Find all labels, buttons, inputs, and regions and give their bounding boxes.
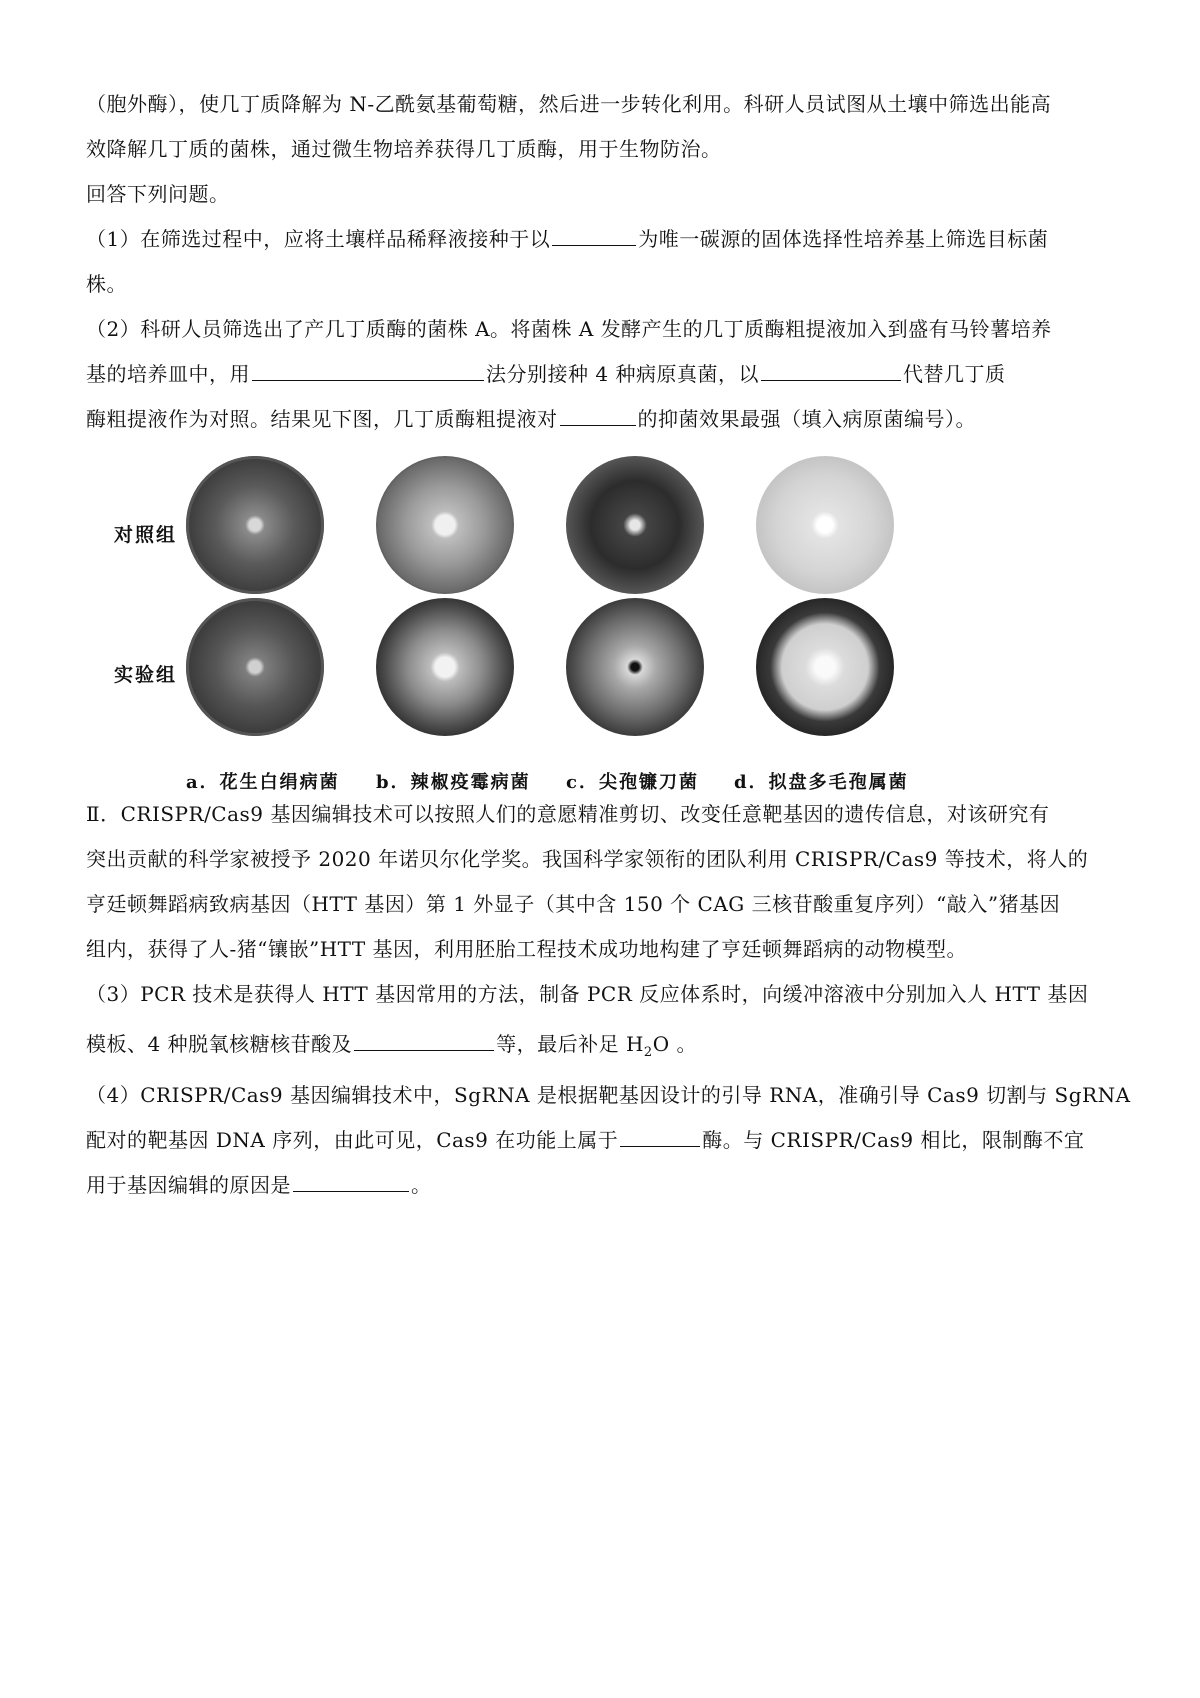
answer-blank[interactable] <box>252 358 484 381</box>
text: 组内，获得了人-猪“镶嵌”HTT 基因，利用胚胎工程技术成功地构建了亨廷顿舞蹈病的动物模型。 <box>86 937 968 961</box>
document-page <box>86 88 1131 1214</box>
section-2-line <box>86 843 1106 876</box>
text: （4）CRISPR/Cas9 基因编辑技术中，SgRNA 是根据靶基因设计的引导 RNA，准确引导 Cas9 切割与 SgRNA <box>86 1083 1131 1107</box>
caption-c: c．尖孢镰刀菌 <box>566 772 699 793</box>
text: 代替几丁质 <box>902 362 1006 386</box>
text: 效降解几丁质的菌株，通过微生物培养获得几丁质酶，用于生物防治。 <box>86 137 722 161</box>
text: 的抑菌效果最强（填入病原菌编号）。 <box>637 407 976 431</box>
paragraph-line <box>86 1023 1106 1065</box>
dish-control-d <box>756 456 894 594</box>
section-2-line <box>86 888 1106 921</box>
paragraph-line <box>86 133 1106 166</box>
caption-b: b．辣椒疫霉病菌 <box>376 772 531 793</box>
text: 酶粗提液作为对照。结果见下图，几丁质酶粗提液对 <box>86 407 558 431</box>
answer-blank[interactable] <box>552 223 636 246</box>
text: 用于基因编辑的原因是 <box>86 1173 291 1197</box>
paragraph-line <box>86 1169 1106 1202</box>
dish-experiment-c <box>566 598 704 736</box>
dish-control-a <box>186 456 324 594</box>
answer-blank[interactable] <box>620 1124 700 1147</box>
row-label-experiment: 实验组 <box>114 664 178 686</box>
text: 。 <box>411 1173 432 1197</box>
text: 为唯一碳源的固体选择性培养基上筛选目标菌 <box>638 227 1049 251</box>
answer-blank[interactable] <box>761 358 901 381</box>
text: 株。 <box>86 272 127 296</box>
question-1 <box>86 223 1106 256</box>
dish-experiment-d <box>756 598 894 736</box>
text: （胞外酶），使几丁质降解为 N-乙酰氨基葡萄糖，然后进一步转化利用。科研人员试图从土壤中筛选出能高 <box>86 92 1052 116</box>
text: 亨廷顿舞蹈病致病基因（HTT 基因）第 1 外显子（其中含 150 个 CAG 三核苷酸重复序列）“敲入”猪基因 <box>86 892 1061 916</box>
text: （2）科研人员筛选出了产几丁质酶的菌株 A。将菌株 A 发酵产生的几丁质酶粗提液加入到盛有马铃薯培养 <box>86 317 1052 341</box>
section-2-line <box>86 933 1106 966</box>
text: 酶。与 CRISPR/Cas9 相比，限制酶不宜 <box>702 1128 1085 1152</box>
text: 回答下列问题。 <box>86 182 230 206</box>
paragraph-line <box>86 88 1106 121</box>
paragraph-line <box>86 268 1106 301</box>
dish-experiment-b <box>376 598 514 736</box>
paragraph-line <box>86 1124 1106 1157</box>
text: O 。 <box>652 1032 697 1056</box>
section-2-line <box>86 798 1106 831</box>
paragraph-line <box>86 403 1106 436</box>
text: 配对的靶基因 DNA 序列，由此可见，Cas9 在功能上属于 <box>86 1128 619 1152</box>
subscript: 2 <box>643 1045 653 1060</box>
text: 突出贡献的科学家被授予 2020 年诺贝尔化学奖。我国科学家领衔的团队利用 CRISPR/Cas9 等技术，将人的 <box>86 847 1089 871</box>
question-4 <box>86 1079 1131 1112</box>
dish-control-c <box>566 456 704 594</box>
paragraph-line <box>86 358 1106 391</box>
answer-blank[interactable] <box>293 1169 409 1192</box>
answer-blank[interactable] <box>560 403 636 426</box>
paragraph-line <box>86 178 1106 211</box>
text: （1）在筛选过程中，应将土壤样品稀释液接种于以 <box>86 227 551 251</box>
row-label-control: 对照组 <box>114 524 178 546</box>
dish-control-b <box>376 456 514 594</box>
caption-d: d．拟盘多毛孢属菌 <box>734 772 909 793</box>
answer-blank[interactable] <box>354 1028 494 1051</box>
text: 法分别接种 4 种病原真菌，以 <box>486 362 759 386</box>
question-3 <box>86 978 1106 1011</box>
text: 模板、4 种脱氧核糖核苷酸及 <box>86 1032 353 1056</box>
question-2 <box>86 313 1106 346</box>
text: 等，最后补足 H <box>496 1032 644 1056</box>
caption-a: a．花生白绢病菌 <box>186 772 340 793</box>
petri-dish-figure <box>114 452 974 792</box>
text: （3）PCR 技术是获得人 HTT 基因常用的方法，制备 PCR 反应体系时，向缓冲溶液中分别加入人 HTT 基因 <box>86 982 1089 1006</box>
dish-experiment-a <box>186 598 324 736</box>
text: 基的培养皿中，用 <box>86 362 250 386</box>
text: Ⅱ．CRISPR/Cas9 基因编辑技术可以按照人们的意愿精准剪切、改变任意靶基因的遗传信息，对该研究有 <box>86 802 1050 826</box>
